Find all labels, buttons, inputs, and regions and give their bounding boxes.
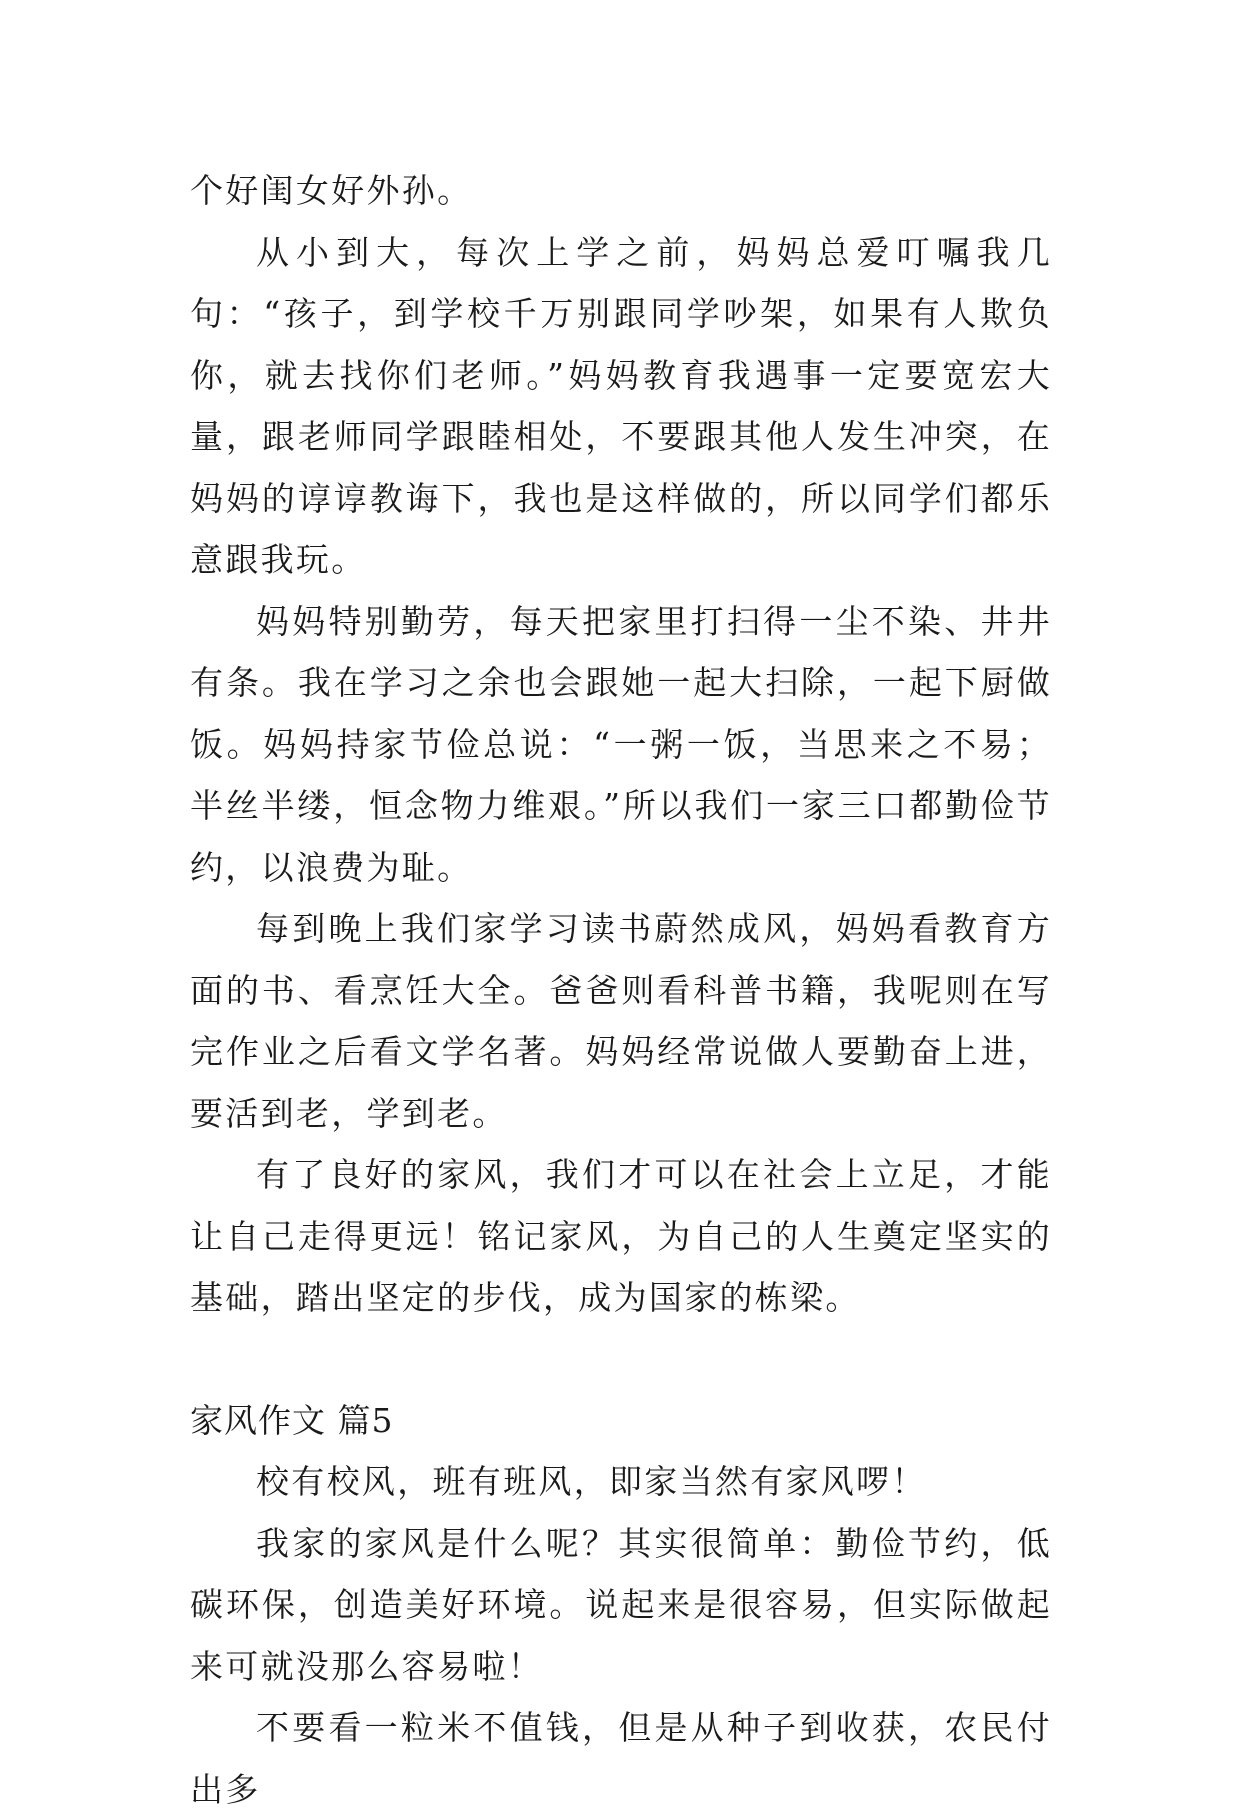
section-title: 家风作文 篇5 [190,1400,394,1440]
paragraph: 有了良好的家风，我们才可以在社会上立足，才能让自己走得更远！铭记家风，为自己的人生奠定坚实的基础，踏出坚定的步伐，成为国家的栋梁。 [190,1155,1052,1317]
paragraph: 校有校风，班有班风，即家当然有家风啰！ [256,1462,927,1501]
paragraph: 妈妈特别勤劳，每天把家里打扫得一尘不染、井井有条。我在学习之余也会跟她一起大扫除，一起下厨做饭。妈妈持家节俭总说：“一粥一饭，当思来之不易；半丝半缕，恒念物力维艰。”所以我们一家三口都勤俭节约，以浪费为耻。 [190,601,1052,887]
paragraph: 不要看一粒米不值钱，但是从种子到收获，农民付出多 [190,1708,1052,1809]
paragraph: 个好闺女好外孙。 [190,171,473,210]
document-body [190,160,1052,1820]
paragraph: 我家的家风是什么呢？其实很简单：勤俭节约，低碳环保，创造美好环境。说起来是很容易，但实际做起来可就没那么容易啦！ [190,1523,1052,1686]
paragraph: 从小到大，每次上学之前，妈妈总爱叮嘱我几句：“孩子，到学校千万别跟同学吵架，如果有人欺负你，就去找你们老师。”妈妈教育我遇事一定要宽宏大量，跟老师同学跟睦相处，不要跟其他人发生冲突，在妈妈的谆谆教诲下，我也是这样做的，所以同学们都乐意跟我玩。 [190,232,1052,579]
paragraph: 每到晚上我们家学习读书蔚然成风，妈妈看教育方面的书、看烹饪大全。爸爸则看科普书籍，我呢则在写完作业之后看文学名著。妈妈经常说做人要勤奋上进，要活到老，学到老。 [190,909,1052,1133]
